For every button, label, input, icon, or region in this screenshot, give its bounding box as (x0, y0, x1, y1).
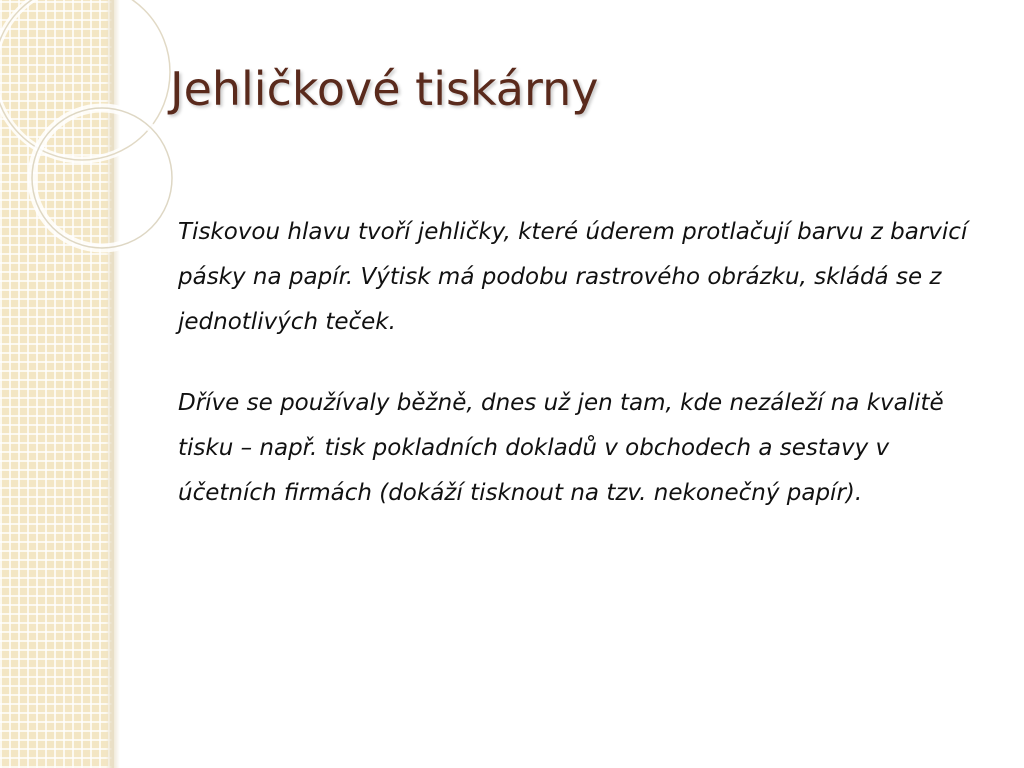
paragraph-print-head: Tiskovou hlavu tvoří jehličky, které úderem protlačují barvu z barvicí pásky na papír. Výtisk má podobu rastrového obrázku, skládá se z jednotlivých teček. (178, 219, 968, 335)
slide-title: Jehličkové tiskárny (170, 62, 599, 116)
slide-body (178, 210, 978, 552)
decorative-ring-lower-inner (32, 108, 172, 248)
decorative-ring-upper (0, 0, 170, 160)
paragraph-usage: Dříve se používaly běžně, dnes už jen tam, kde nezáleží na kvalitě tisku – např. tisk pokladních dokladů v obchodech a sestavy v účetních firmách (dokáží tisknout na tzv. nekonečný papír). (178, 390, 944, 506)
